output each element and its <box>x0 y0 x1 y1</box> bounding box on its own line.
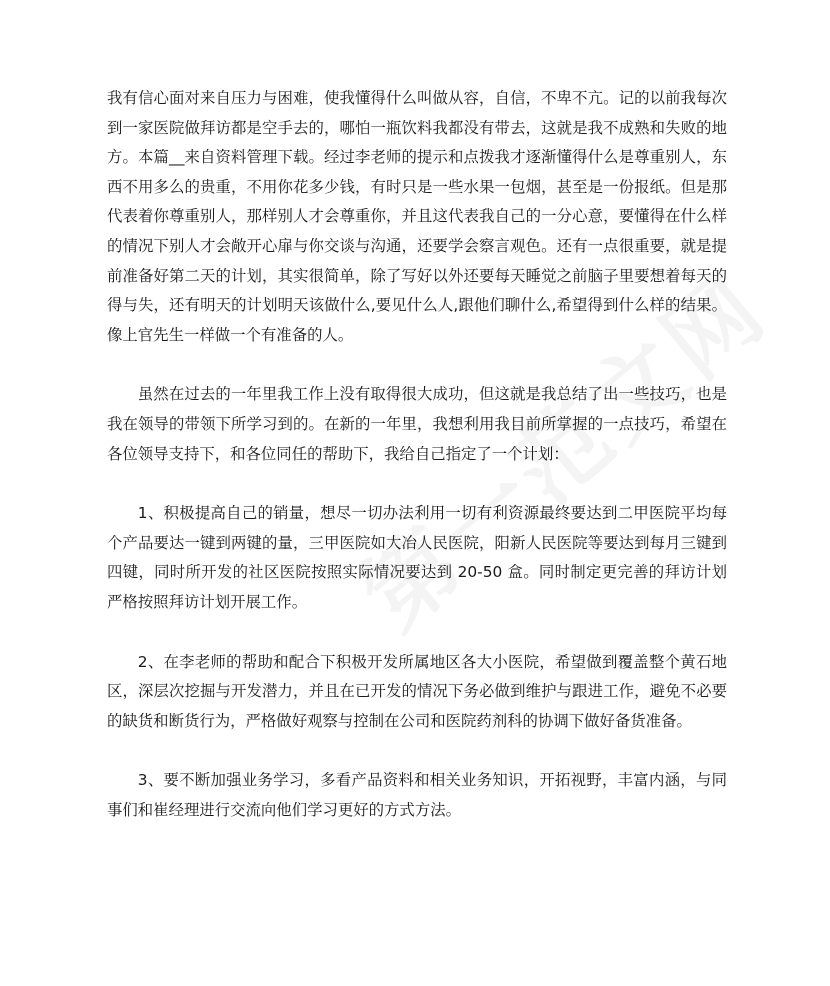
paragraph-2: 虽然在过去的一年里我工作上没有取得很大成功，但这就是我总结了出一些技巧，也是我在领导的带领下所学习到的。在新的一年里，我想利用我目前所掌握的一点技巧，希望在各位领导支持下，和各位同任的帮助下，我给自己指定了一个计划： <box>107 385 727 463</box>
plan-item-1: 1、积极提高自己的销量，想尽一切办法利用一切有利资源最终要达到二甲医院平均每个产品要达一键到两键的量，三甲医院如大冶人民医院，阳新人民医院等要达到每月三键到四键，同时所开发的社区医院按照实际情况要达到 20-50 盒。同时制定更完善的拜访计划严格按照拜访计划开展工作。 <box>107 504 727 611</box>
paragraph-gap <box>107 469 727 499</box>
plan-item-2: 2、在李老师的帮助和配合下积极开发所属地区各大小医院，希望做到覆盖整个黄石地区，深层次挖掘与开发潜力，并且在已开发的情况下务必做到维护与跟进工作，避免不必要的缺货和断货行为，严格做好观察与控制在公司和医院药剂科的协调下做好备货准备。 <box>107 652 727 730</box>
plan-item-3: 3、要不断加强业务学习，多看产品资料和相关业务知识，开拓视野，丰富内涵，与同事们和崔经理进行交流向他们学习更好的方式方法。 <box>107 771 727 819</box>
paragraph-gap <box>107 736 727 766</box>
paragraph-gap <box>107 618 727 648</box>
paragraph-gap <box>107 350 727 380</box>
paragraph-1: 我有信心面对来自压力与困难，使我懂得什么叫做从容，自信，不卑不亢。记的以前我每次到一家医院做拜访都是空手去的，哪怕一瓶饮料我都没有带去，这就是我不成熟和失败的地方。本篇__来自资料管理下载。经过李老师的提示和点拨我才逐渐懂得什么是尊重别人，东西不用多么的贵重，不用你花多少钱，有时只是一些水果一包烟，甚至是一份报纸。但是那代表着你尊重别人，那样别人才会尊重你，并且这代表我自己的一分心意，要懂得在什么样的情况下别人才会敞开心扉与你交谈与沟通，还要学会察言观色。还有一点很重要，就是提前准备好第二天的计划，其实很简单，除了写好以外还要每天睡觉之前脑子里要想着每天的得与失，还有明天的计划明天该做什么,要见什么人,跟他们聊什么,希望得到什么样的结果。像上官先生一样做一个有准备的人。 <box>107 89 727 344</box>
document-body <box>107 84 727 825</box>
